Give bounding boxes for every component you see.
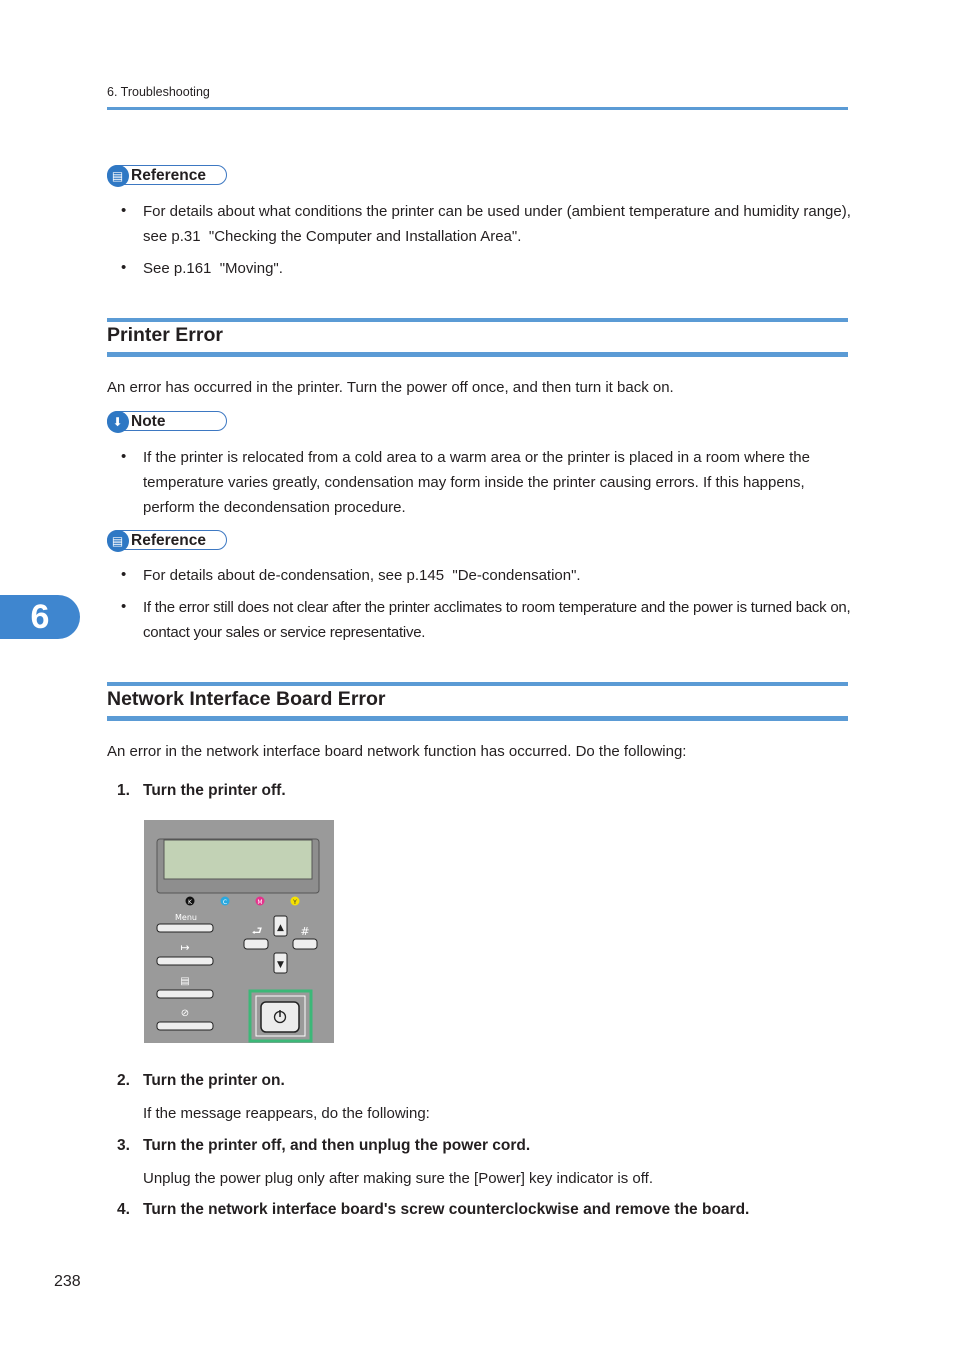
list-item: See p.161 "Moving". [143, 260, 283, 277]
step-text: Turn the printer on. [143, 1072, 285, 1089]
section-rule-bottom [107, 352, 848, 357]
step-text: Turn the network interface board's screw counterclockwise and remove the board. [143, 1201, 750, 1218]
section-title: Network Interface Board Error [107, 688, 386, 710]
down-arrow-icon: ▼ [277, 960, 284, 970]
svg-text:Y: Y [293, 899, 297, 906]
running-header: 6. Troubleshooting [107, 85, 210, 99]
section-rule-top [107, 682, 848, 686]
step-text: Turn the printer off, and then unplug the power cord. [143, 1137, 531, 1154]
up-arrow-icon: ▲ [277, 923, 284, 933]
step-detail: Unplug the power plug only after making sure the [Power] key indicator is off. [143, 1170, 653, 1187]
bullet: • [121, 448, 127, 465]
bullet: • [121, 202, 127, 219]
reference-badge [107, 530, 227, 550]
escape-icon: ↦ [180, 941, 190, 954]
reference-label: Reference [131, 167, 206, 184]
section-rule-top [107, 318, 848, 322]
bullet: • [121, 259, 127, 276]
list-item: For details about de-condensation, see p.145 "De-condensation". [143, 567, 581, 584]
job-reset-key [157, 990, 213, 998]
bullet: • [121, 598, 127, 615]
bullet: • [121, 566, 127, 583]
svg-text:K: K [188, 899, 192, 906]
menu-label: Menu [175, 913, 197, 922]
back-icon: ⮐ [251, 924, 263, 938]
stop-icon: ⊘ [180, 1008, 190, 1019]
list-item: For details about what conditions the printer can be used under (ambient temperature and humidity range), see p.31 "Checking the Computer and Installation Area". [143, 203, 851, 245]
ok-icon: # [300, 925, 310, 938]
step-detail: If the message reappears, do the following: [143, 1105, 430, 1122]
svg-text:C: C [222, 899, 228, 906]
list-item: If the printer is relocated from a cold area to a warm area or the printer is placed in a room where the temperature varies greatly, condensation may form inside the printer causing errors. If this happens, perform the decondensation procedure. [143, 449, 810, 516]
paragraph: An error in the network interface board network function has occurred. Do the following: [107, 743, 687, 760]
section-title: Printer Error [107, 324, 223, 346]
step-number: 4. [117, 1201, 130, 1218]
step-number: 1. [117, 782, 130, 799]
svg-text:M: M [257, 899, 263, 906]
back-key [244, 939, 268, 949]
control-panel-illustration [144, 820, 334, 1043]
ok-key [293, 939, 317, 949]
chapter-tab: 6 [0, 595, 80, 639]
reference-label: Reference [131, 532, 206, 549]
arrow-down-icon: ⬇ [107, 411, 129, 433]
note-badge [107, 411, 227, 431]
reference-icon: ▤ [107, 530, 129, 552]
section-rule-bottom [107, 716, 848, 721]
header-rule [107, 107, 848, 110]
step-number: 3. [117, 1137, 130, 1154]
paragraph: An error has occurred in the printer. Turn the power off once, and then turn it back on. [107, 379, 674, 396]
reference-badge [107, 165, 227, 185]
reference-icon: ▤ [107, 165, 129, 187]
note-label: Note [131, 413, 166, 430]
page-number: 238 [54, 1273, 81, 1290]
stop-key [157, 1022, 213, 1030]
list-item: If the error still does not clear after the printer acclimates to room temperature and the power is turned back on, contact your sales or service representative. [143, 599, 851, 641]
step-text: Turn the printer off. [143, 782, 286, 799]
menu-key [157, 924, 213, 932]
job-reset-icon: ▤ [180, 976, 190, 987]
step-number: 2. [117, 1072, 130, 1089]
escape-key [157, 957, 213, 965]
